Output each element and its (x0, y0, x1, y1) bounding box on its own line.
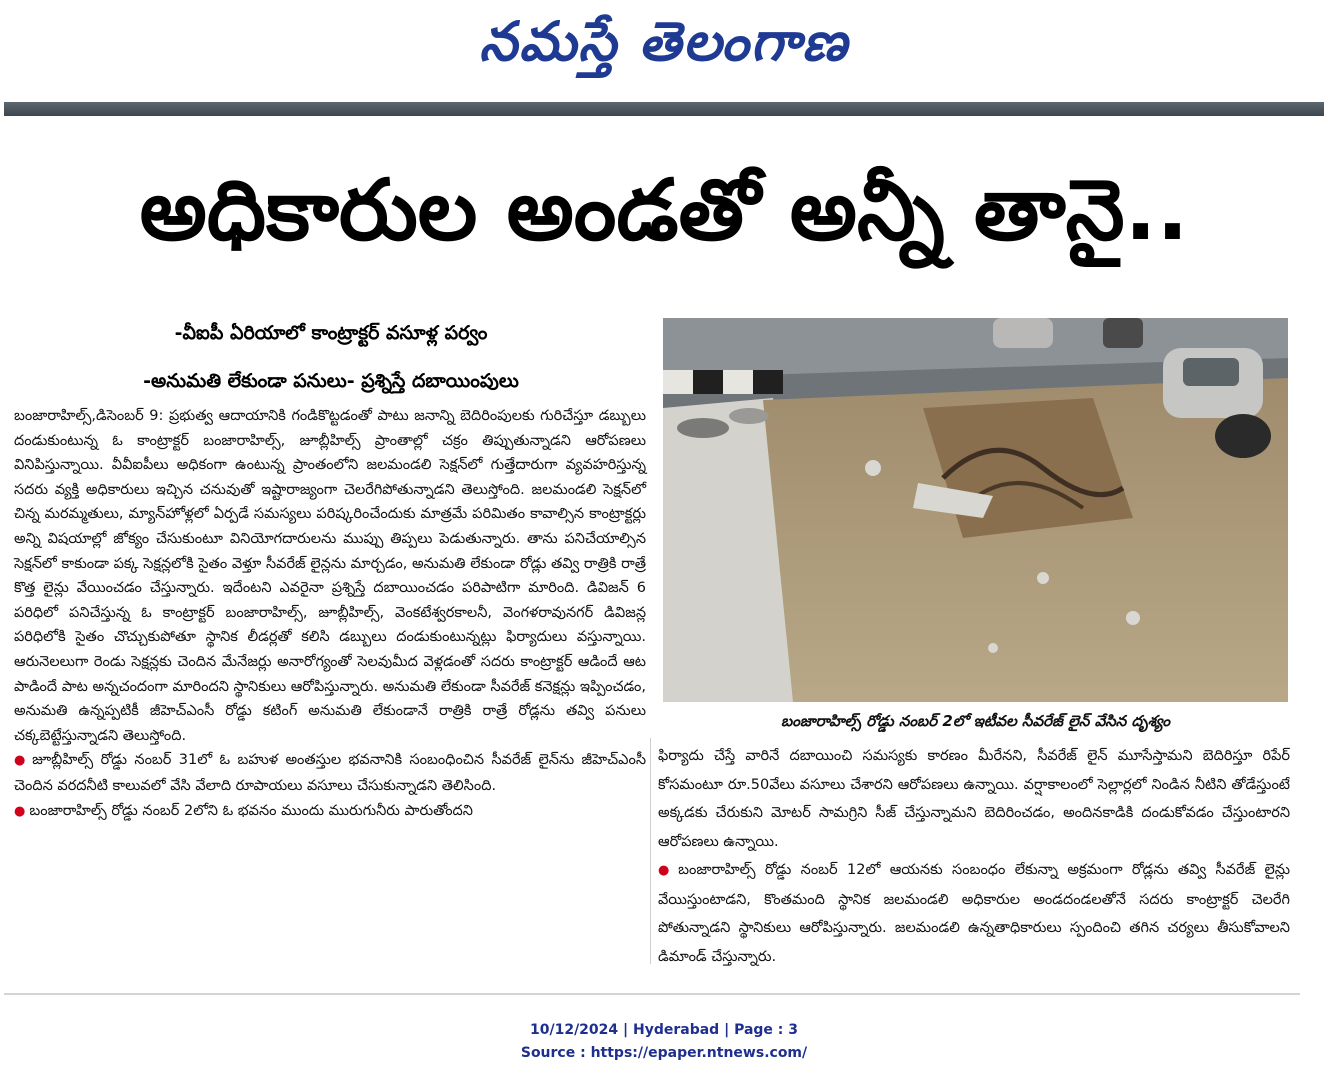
article-paragraph-text: జూబ్లీహిల్స్ రోడ్డు నంబర్ 31లో ఓ బహుళ అంతస్తుల భవనానికి సంబంధించిన సీవరేజ్ లైన్‌ను జీహెచ్‌ఎంసీ చెందిన వరదనీటి కాలువలో వేసి వేలాది రూపాయలు వసూలు చేసుకున్నాడని తెలిసింది. (14, 752, 646, 794)
subheading-1: -వీఐపీ ఏరియాలో కాంట్రాక్టర్ వసూళ్ల పర్వం (174, 322, 488, 344)
footer-source-link[interactable]: Source : https://epaper.ntnews.com/ (520, 1045, 808, 1061)
footer-meta: 10/12/2024 | Hyderabad | Page : 3 (529, 1022, 799, 1038)
article-paragraph-text: బంజారాహిల్స్ రోడ్డు నంబర్ 2లోని ఓ భవనం ముందు మురుగునీరు పారుతోందని (29, 802, 473, 819)
curb-stripes (663, 370, 783, 394)
article-paragraph: ఫిర్యాదు చేస్తే వారినే దబాయించి సమస్యకు కారణం మీరేనని, సీవరేజ్ లైన్ మూసేస్తామని బెదిరిస్తూ రిపేర్ కోసమంటూ రూ.50వేలు వసూలు చేశారని ఆరోపణలు ఉన్నాయి. వర్షాకాలంలో సెల్లార్లలో నిండిన నీటిని తోడేస్తుంటే అక్కడకు చేరుకుని మోటర్ సామగ్రిని సీజ్ చేస్తున్నామని బెదిరించడం, అందినకాడికి దండుకోవడం చేస్తుంటారని ఆరోపణలు ఉన్నాయి. (658, 748, 1290, 850)
bullet-icon: ● (658, 863, 675, 878)
article-right-column (658, 742, 1290, 971)
road-excavation-photo (663, 318, 1288, 702)
header-rule (4, 102, 1324, 116)
footer-rule (4, 993, 1300, 995)
subheading-2: -అనుమతి లేకుండా పనులు- ప్రశ్నిస్తే దబాయింపులు (143, 370, 519, 392)
column-divider (650, 738, 651, 964)
article-paragraph-text: బంజారాహిల్స్ రోడ్డు నంబర్ 12లో ఆయనకు సంబంధం లేకున్నా అక్రమంగా రోడ్లను తవ్వి సీవరేజ్ లైన్లు వేయిస్తుంటాడని, కొంతమంది స్థానిక జలమండలి అధికారుల అండదండలతోనే సదరు కాంట్రాక్టర్ చెలరేగి పోతున్నాడని స్థానికులు ఆరోపిస్తున్నారు. జలమండలి ఉన్నతాధికారులు స్పందించి తగిన చర్యలు తీసుకోవాలని డిమాండ్ చేస్తున్నారు. (658, 862, 1290, 965)
article-left-column (14, 404, 646, 824)
news-photo (663, 318, 1288, 702)
article-headline: అధికారుల అండతో అన్నీ తానై.. (139, 161, 1189, 259)
bullet-icon: ● (14, 753, 29, 769)
photo-caption: బంజారాహిల్స్ రోడ్డు నంబర్ 2లో ఇటీవల సీవరేజ్ లైన్ వేసిన దృశ్యం (781, 712, 1170, 730)
article-paragraph: బంజారాహిల్స్,డిసెంబర్ 9: ప్రభుత్వ ఆదాయానికి గండికొట్టడంతో పాటు జనాన్ని బెదిరింపులకు గురిచేస్తూ డబ్బులు దండుకుంటున్న ఓ కాంట్రాక్టర్ బంజారాహిల్స్, జూబ్లీహిల్స్ ప్రాంతాల్లో చక్రం తిప్పుతున్నాడని ఆరోపణలు వినిపిస్తున్నాయి. వీవీఐపీలు అధికంగా ఉంటున్న ప్రాంతంలోని జలమండలి సెక్షన్‌లో గుత్తేదారుగా వ్యవహరిస్తున్న సదరు వ్యక్తి అధికారులు ఇచ్చిన చనువుతో ఇష్టారాజ్యంగా చెలరేగిపోతున్నాడని తెలుస్తోంది. జలమండలి సెక్షన్‌లో చిన్న మరమ్మతులు, మ్యాన్‌హోళ్లలో ఏర్పడే సమస్యలు పరిష్కరించేందుకు మాత్రమే పరిమితం కావాల్సిన కాంట్రాక్టర్లు అన్ని విషయాల్లో జోక్యం చేసుకుంటూ వినియోగదారులను ముప్పు తిప్పలు పెడుతున్నారు. తాను పనిచేయాల్సిన సెక్షన్‌లో కాకుండా పక్క సెక్షన్లలోకి సైతం వెళ్తూ సీవరేజ్ లైన్లను మార్చడం, అనుమతి లేకుండా రోడ్లు తవ్వి రాత్రికి రాత్రే కొత్త లైన్లు వేయించడం చేస్తున్నారు. ఇదేంటని ఎవరైనా ప్రశ్నిస్తే దబాయించడం పరిపాటిగా మారింది. డివిజన్ 6 పరిధిలో పనిచేస్తున్న ఓ కాంట్రాక్టర్ బంజారాహిల్స్, జూబ్లీహిల్స్, వెంకటేశ్వరకాలనీ, వెంగళరావునగర్ డివిజన్ల పరిధిలోకి సైతం చొచ్చుకుపోతూ స్థానిక లీడర్లతో కలిసి డబ్బులు దండుకుంటున్నట్లు ఫిర్యాదులు వస్తున్నాయి. ఆరునెలలుగా రెండు సెక్షన్లకు చెందిన మేనేజర్లు అనారోగ్యంతో సెలవుమీద వెళ్లడంతో సదరు కాంట్రాక్టర్ ఆడిందే ఆట పాడిందే పాట అన్నచందంగా మారిందని స్థానికులు ఆరోపిస్తున్నారు. అనుమతి లేకుండా సీవరేజ్ కనెక్షన్లు ఇప్పించడం, అనుమతి ఉన్నప్పటికీ జీహెచ్‌ఎంసీ రోడ్డు కటింగ్ అనుమతి లేకుండానే రాత్రికి రాత్రే రోడ్లను తవ్వి పనులు చక్కబెట్టేస్తున్నాడని తెలుస్తోంది. (14, 408, 646, 744)
article-paragraph-bulleted (14, 799, 646, 825)
masthead-title: నమస్తే తెలంగాణ (479, 9, 849, 73)
bullet-icon: ● (14, 803, 26, 819)
article-paragraph-bulleted (14, 748, 646, 798)
article-paragraph-bulleted (658, 856, 1290, 971)
